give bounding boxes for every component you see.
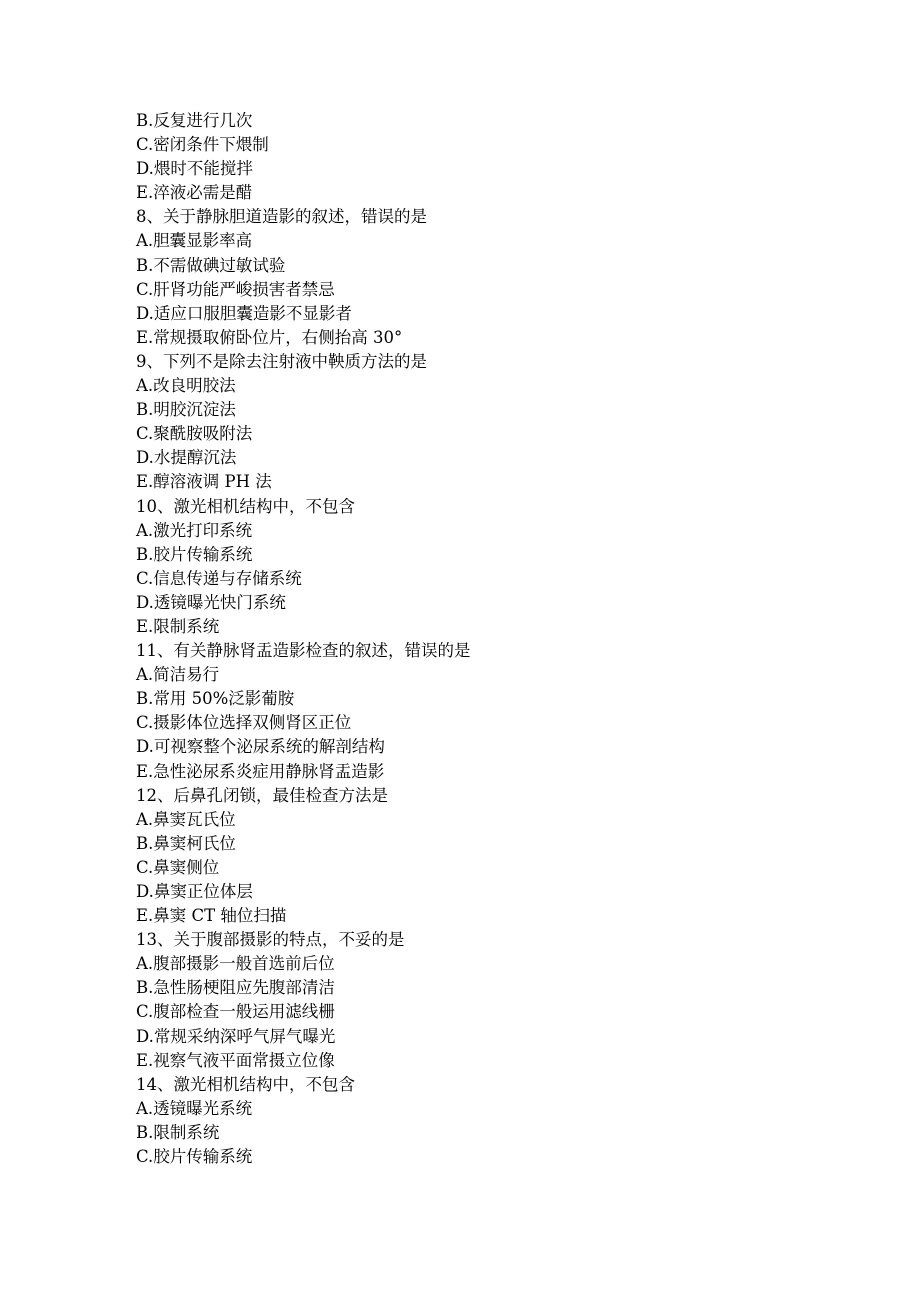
- option-line: D.水提醇沉法: [136, 448, 237, 468]
- option-line: B.明胶沉淀法: [136, 400, 236, 420]
- option-line: A.腹部摄影一般首选前后位: [136, 954, 335, 974]
- option-line: E.醇溶液调 PH 法: [136, 472, 272, 492]
- option-line: A.胆囊显影率高: [136, 231, 253, 251]
- document-text: [136, 109, 836, 1169]
- option-line: B.鼻窦柯氏位: [136, 833, 236, 853]
- option-line: D.鼻窦正位体层: [136, 882, 253, 901]
- option-line: C.信息传递与存储系统: [136, 568, 302, 588]
- question-line: 8、关于静脉胆道造影的叙述，错误的是: [136, 207, 427, 227]
- question-line: 14、激光相机结构中，不包含: [136, 1074, 355, 1094]
- option-line: E.常规摄取俯卧位片，右侧抬高 30°: [136, 327, 403, 347]
- option-line: C.密闭条件下煨制: [136, 135, 269, 155]
- option-line: B.反复进行几次: [136, 111, 253, 130]
- option-line: A.透镜曝光系统: [136, 1098, 253, 1118]
- option-line: E.淬液必需是醋: [136, 183, 253, 203]
- question-line: 11、有关静脉肾盂造影检查的叙述，错误的是: [136, 641, 471, 661]
- option-line: B.胶片传输系统: [136, 544, 253, 564]
- option-line: C.聚酰胺吸附法: [136, 424, 253, 444]
- option-line: D.适应口服胆囊造影不显影者: [136, 303, 352, 323]
- option-line: E.急性泌尿系炎症用静脉肾盂造影: [136, 761, 385, 781]
- option-line: A.改良明胶法: [136, 376, 236, 396]
- option-line: D.常规采纳深呼气屏气曝光: [136, 1026, 336, 1046]
- option-line: B.限制系统: [136, 1122, 220, 1142]
- option-line: E.限制系统: [136, 616, 220, 636]
- option-line: C.胶片传输系统: [136, 1147, 253, 1167]
- option-line: B.不需做碘过敏试验: [136, 255, 286, 275]
- option-line: A.激光打印系统: [136, 520, 253, 540]
- option-line: D.透镜曝光快门系统: [136, 592, 286, 612]
- question-line: 12、后鼻孔闭锁，最佳检查方法是: [136, 785, 388, 805]
- option-line: C.腹部检查一般运用滤线栅: [136, 1002, 335, 1022]
- option-line: E.鼻窦 CT 轴位扫描: [136, 906, 287, 926]
- option-line: A.简洁易行: [136, 665, 220, 685]
- option-line: D.煨时不能搅拌: [136, 159, 253, 179]
- option-line: C.肝肾功能严峻损害者禁忌: [136, 279, 335, 299]
- option-line: C.鼻窦侧位: [136, 857, 220, 877]
- option-line: C.摄影体位选择双侧肾区正位: [136, 713, 352, 733]
- question-line: 10、激光相机结构中，不包含: [136, 496, 355, 516]
- question-line: 13、关于腹部摄影的特点，不妥的是: [136, 930, 405, 950]
- question-line: 9、下列不是除去注射液中鞅质方法的是: [136, 351, 427, 371]
- option-line: B.急性肠梗阻应先腹部清洁: [136, 978, 335, 998]
- option-line: A.鼻窦瓦氏位: [136, 809, 236, 829]
- option-line: D.可视察整个泌尿系统的解剖结构: [136, 737, 385, 757]
- option-line: B.常用 50%泛影葡胺: [136, 689, 295, 709]
- option-line: E.视察气液平面常摄立位像: [136, 1050, 335, 1070]
